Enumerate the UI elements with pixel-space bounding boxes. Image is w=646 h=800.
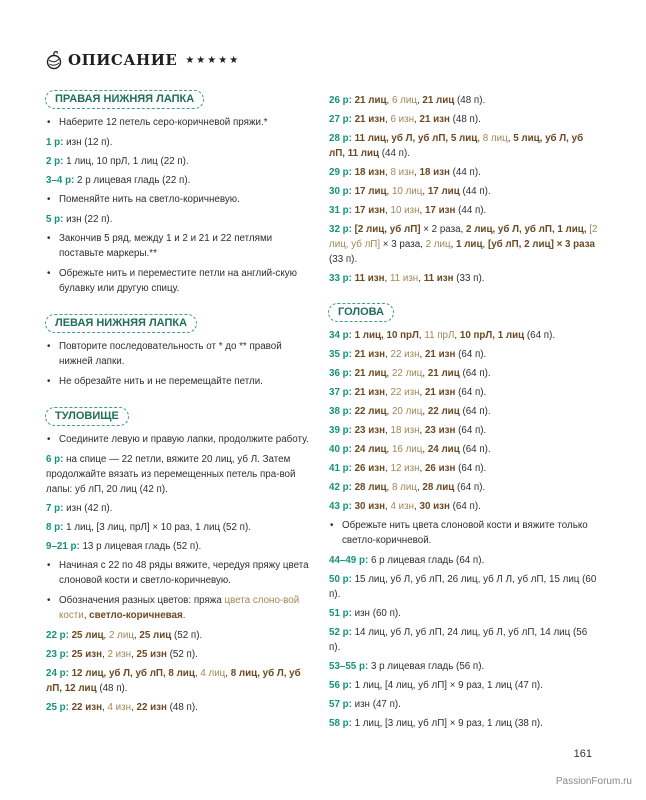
list-item: • Обрежьте нить цвета слоновой кости и вяжите только светло-коричневой. (329, 518, 599, 548)
section-tag-body: ТУЛОВИЩЕ (45, 407, 129, 426)
left-column (46, 89, 316, 719)
section-header (45, 48, 240, 72)
row-instruction: 41 р: 26 изн, 12 изн, 26 изн (64 п). (329, 463, 487, 474)
row-instruction: 36 р: 21 лиц, 22 лиц, 21 лиц (64 п). (329, 368, 491, 379)
row-instruction: 56 р: 1 лиц, [4 лиц, уб лП] × 9 раз, 1 лиц (47 п). (329, 680, 543, 691)
difficulty-stars: ★★★★★ (185, 54, 241, 66)
row-instruction: 42 р: 28 лиц, 8 лиц, 28 лиц (64 п). (329, 482, 486, 493)
row-instruction: 7 р: изн (42 п). (46, 503, 113, 514)
row-instruction: 32 р: [2 лиц, уб лП] × 2 раза, 2 лиц, уб Л, уб лП, 1 лиц, [2 лиц, уб лП] × 3 раза, 2 лиц, 1 лиц, [уб лП, 2 лиц] × 3 раза (33 п). (329, 224, 598, 265)
row-instruction: 37 р: 21 изн, 22 изн, 21 изн (64 п). (329, 387, 487, 398)
row-instruction: 44–49 р: 6 р лицевая гладь (64 п). (329, 555, 485, 566)
yarn-ball-icon (45, 50, 63, 70)
page-title: ОПИСАНИЕ (68, 51, 178, 69)
row-instruction: 51 р: изн (60 п). (329, 608, 401, 619)
row-instruction: 9–21 р: 13 р лицевая гладь (52 п). (46, 541, 202, 552)
row-instruction: 24 р: 12 лиц, уб Л, уб лП, 8 лиц, 4 лиц, 8 лиц, уб Л, уб лП, 12 лиц (48 п). (46, 668, 301, 694)
right-column (329, 93, 599, 735)
list-item: • Повторите последовательность от * до ** правой нижней лапки. (46, 339, 316, 369)
row-instruction: 27 р: 21 изн, 6 изн, 21 изн (48 п). (329, 114, 481, 125)
row-instruction: 25 р: 22 изн, 4 изн, 22 изн (48 п). (46, 702, 198, 713)
row-instruction: 26 р: 21 лиц, 6 лиц, 21 лиц (48 п). (329, 95, 486, 106)
row-instruction: 28 р: 11 лиц, уб Л, уб лП, 5 лиц, 8 лиц, 5 лиц, уб Л, уб лП, 11 лиц (44 п). (329, 133, 584, 159)
row-instruction: 23 р: 25 изн, 2 изн, 25 изн (52 п). (46, 649, 198, 660)
row-instruction: 8 р: 1 лиц, [3 лиц, прЛ] × 10 раз, 1 лиц (52 п). (46, 522, 251, 533)
row-instruction: 40 р: 24 лиц, 16 лиц, 24 лиц (64 п). (329, 444, 491, 455)
row-instruction: 5 р: изн (22 п). (46, 214, 113, 225)
section-tag-left-lower-paw: ЛЕВАЯ НИЖНЯЯ ЛАПКА (45, 314, 197, 333)
row-instruction: 30 р: 17 лиц, 10 лиц, 17 лиц (44 п). (329, 186, 491, 197)
watermark: PassionForum.ru (555, 776, 632, 787)
row-instruction: 39 р: 23 изн, 18 изн, 23 изн (64 п). (329, 425, 487, 436)
page-number: 161 (573, 748, 592, 760)
list-item: • Не обрезайте нить и не перемещайте петли. (46, 374, 316, 389)
row-instruction: 33 р: 11 изн, 11 изн, 11 изн (33 п). (329, 273, 485, 284)
list-item: • Закончив 5 ряд, между 1 и 2 и 21 и 22 петлями поставьте маркеры.** (46, 231, 316, 261)
list-item: • Обрежьте нить и переместите петли на англий-скую булавку или другую спицу. (46, 266, 316, 296)
row-instruction: 31 р: 17 изн, 10 изн, 17 изн (44 п). (329, 205, 487, 216)
row-instruction: 53–55 р: 3 р лицевая гладь (56 п). (329, 661, 485, 672)
row-instruction: 35 р: 21 изн, 22 изн, 21 изн (64 п). (329, 349, 487, 360)
row-instruction: 38 р: 22 лиц, 20 лиц, 22 лиц (64 п). (329, 406, 491, 417)
row-instruction: 2 р: 1 лиц, 10 прЛ, 1 лиц (22 п). (46, 156, 189, 167)
row-instruction: 22 р: 25 лиц, 2 лиц, 25 лиц (52 п). (46, 630, 203, 641)
list-item: • Соедините левую и правую лапки, продолжите работу. (46, 432, 316, 447)
row-instruction: 29 р: 18 изн, 8 изн, 18 изн (44 п). (329, 167, 481, 178)
row-instruction: 43 р: 30 изн, 4 изн, 30 изн (64 п). (329, 501, 481, 512)
row-instruction: 58 р: 1 лиц, [3 лиц, уб лП] × 9 раз, 1 лиц (38 п). (329, 718, 543, 729)
list-item: • Поменяйте нить на светло-коричневую. (46, 192, 316, 207)
row-instruction: 1 р: изн (12 п). (46, 137, 113, 148)
row-instruction: 52 р: 14 лиц, уб Л, уб лП, 24 лиц, уб Л, уб лП, 14 лиц (56 п). (329, 627, 588, 653)
row-instruction: 3–4 р: 2 р лицевая гладь (22 п). (46, 175, 191, 186)
section-tag-right-lower-paw: ПРАВАЯ НИЖНЯЯ ЛАПКА (45, 90, 204, 109)
list-item: • Начиная с 22 по 48 ряды вяжите, чередуя пряжу цвета слоновой кости и светло-коричневую. (46, 558, 316, 588)
row-instruction: 57 р: изн (47 п). (329, 699, 401, 710)
section-tag-head: ГОЛОВА (328, 303, 394, 322)
row-instruction: 6 р: на спице — 22 петли, вяжите 20 лиц, уб Л. Затем продолжайте вязать из перемещенных петель пра-вой лапы: уб лП, 20 лиц (42 п). (46, 454, 296, 495)
row-instruction: 34 р: 1 лиц, 10 прЛ, 11 прЛ, 10 прЛ, 1 лиц (64 п). (329, 330, 556, 341)
row-instruction: 50 р: 15 лиц, уб Л, уб лП, 26 лиц, уб Л Л, уб лП, 15 лиц (60 п). (329, 574, 597, 600)
list-item-color-legend: • Обозначения разных цветов: пряжа цвета слоно-вой кости, светло-коричневая. (46, 593, 316, 623)
list-item: • Наберите 12 петель серо-коричневой пряжи.* (46, 115, 316, 130)
